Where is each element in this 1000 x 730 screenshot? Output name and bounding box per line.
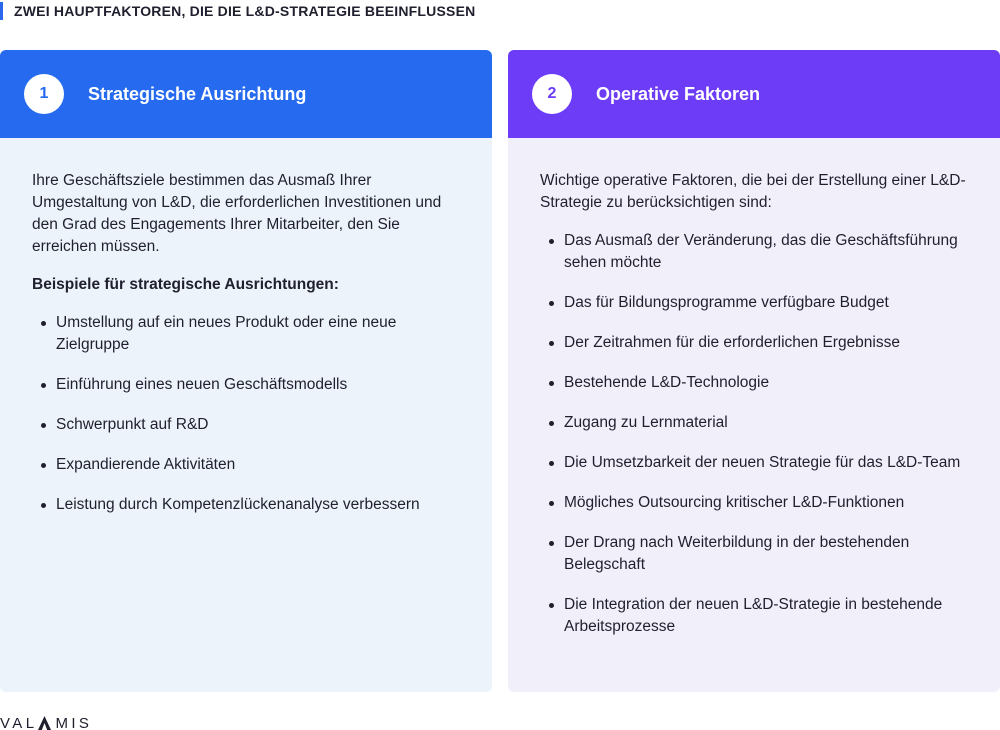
list-item: Zugang zu Lernmaterial (540, 412, 968, 434)
list-item: Mögliches Outsourcing kritischer L&D-Funktionen (540, 492, 968, 514)
list-item: Die Integration der neuen L&D-Strategie in bestehende Arbeitsprozesse (540, 594, 968, 638)
logo-text-end: MIS (55, 714, 93, 730)
intro-text: Wichtige operative Faktoren, die bei der Erstellung einer L&D-Strategie zu berücksichtigen sind: (540, 172, 966, 211)
card-title: Strategische Ausrichtung (88, 83, 307, 104)
logo-triangle-icon (38, 716, 51, 730)
card-body (0, 138, 492, 516)
examples-subheading: Beispiele für strategische Ausrichtungen: (32, 276, 339, 293)
factors-list (540, 230, 968, 638)
list-item: Die Umsetzbarkeit der neuen Strategie für das L&D-Team (540, 452, 968, 474)
list-item: Der Drang nach Weiterbildung in der bestehenden Belegschaft (540, 532, 968, 576)
list-item: Expandierende Aktivitäten (32, 454, 460, 476)
strategic-alignment-card (0, 50, 492, 692)
number-badge: 1 (24, 74, 64, 114)
card-header (508, 50, 1000, 138)
list-item: Der Zeitrahmen für die erforderlichen Ergebnisse (540, 332, 968, 354)
valamis-logo (0, 714, 92, 730)
examples-list (32, 312, 460, 516)
list-item: Umstellung auf ein neues Produkt oder eine neue Zielgruppe (32, 312, 460, 356)
intro-text: Ihre Geschäftsziele bestimmen das Ausmaß Ihrer Umgestaltung von L&D, die erforderlichen Investitionen und den Grad des Engagements Ihrer Mitarbeiter, den Sie erreichen müssen. (32, 172, 442, 255)
list-item: Das für Bildungsprogramme verfügbare Budget (540, 292, 968, 314)
card-header (0, 50, 492, 138)
card-body (508, 138, 1000, 638)
operational-factors-card (508, 50, 1000, 692)
page-title: ZWEI HAUPTFAKTOREN, DIE DIE L&D-STRATEGIE BEEINFLUSSEN (14, 3, 476, 19)
card-title: Operative Faktoren (596, 83, 761, 104)
list-item: Bestehende L&D-Technologie (540, 372, 968, 394)
list-item: Leistung durch Kompetenzlückenanalyse verbessern (32, 494, 460, 516)
list-item: Einführung eines neuen Geschäftsmodells (32, 374, 460, 396)
list-item: Schwerpunkt auf R&D (32, 414, 460, 436)
heading-accent-bar (0, 2, 3, 20)
logo-text-start: VAL (0, 714, 38, 730)
list-item: Das Ausmaß der Veränderung, das die Geschäftsführung sehen möchte (540, 230, 968, 274)
number-badge: 2 (532, 74, 572, 114)
